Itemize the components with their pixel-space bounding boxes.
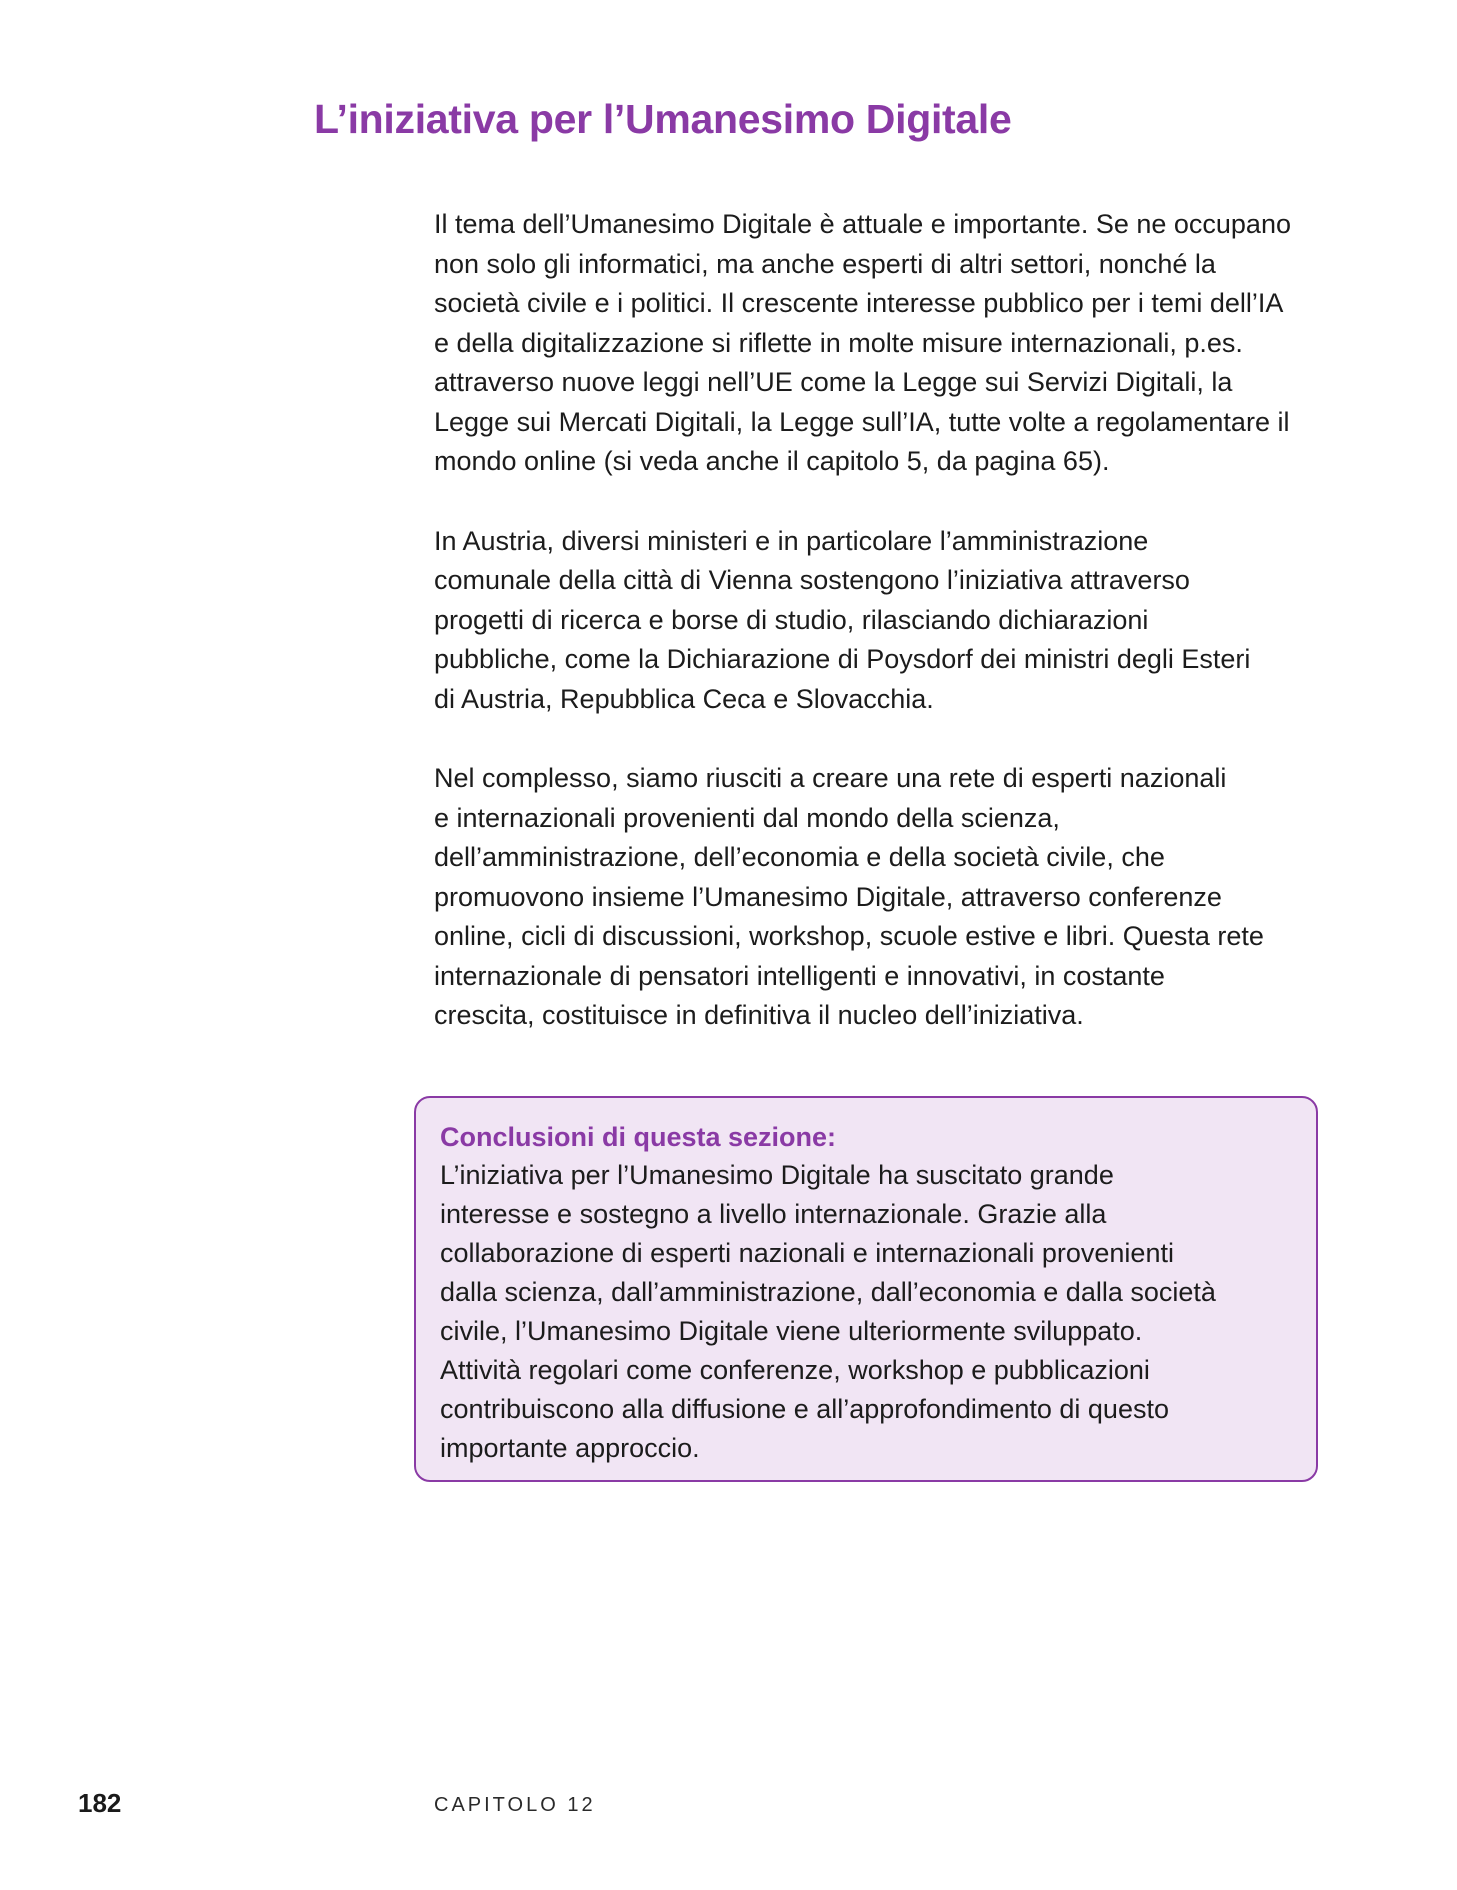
- paragraph-line: In Austria, diversi ministeri e in particolare l’amministrazione: [434, 525, 1149, 556]
- paragraph-line: pubbliche, come la Dichiarazione di Poysdorf dei ministri degli Esteri: [434, 644, 1251, 674]
- paragraph-line: internazionale di pensatori intelligenti e innovativi, in costante: [434, 960, 1165, 991]
- summary-line: contribuiscono alla diffusione e all’approfondimento di questo: [440, 1394, 1169, 1424]
- summary-title: Conclusioni di questa sezione:: [440, 1122, 837, 1152]
- page-number: 182: [78, 1788, 122, 1818]
- summary-line: dalla scienza, dall’amministrazione, dall’economia e dalla società: [440, 1277, 1216, 1307]
- paragraph-line: non solo gli informatici, ma anche esperti di altri settori, nonché la: [434, 248, 1216, 279]
- paragraph-line: mondo online (si veda anche il capitolo 5, da pagina 65).: [434, 446, 1110, 476]
- paragraph-line: dell’amministrazione, dell’economia e della società civile, che: [434, 842, 1165, 872]
- summary-line: L’iniziativa per l’Umanesimo Digitale ha suscitato grande: [440, 1160, 1114, 1190]
- paragraph-line: Legge sui Mercati Digitali, la Legge sull’IA, tutte volte a regolamentare il: [434, 406, 1290, 437]
- chapter-label: CAPITOLO 12: [434, 1794, 596, 1816]
- summary-line: collaborazione di esperti nazionali e internazionali provenienti: [440, 1238, 1174, 1268]
- paragraph-line: comunale della città di Vienna sostengono l’iniziativa attraverso: [434, 565, 1190, 595]
- paragraph-2: [434, 522, 1354, 720]
- paragraph-line: società civile e i politici. Il crescente interesse pubblico per i temi dell’IA: [434, 288, 1284, 318]
- summary-line: Attività regolari come conferenze, workshop e pubblicazioni: [440, 1355, 1150, 1385]
- summary-line: interesse e sostegno a livello internazionale. Grazie alla: [440, 1199, 1107, 1229]
- summary-text: [440, 1156, 1292, 1468]
- paragraph-line: e internazionali provenienti dal mondo della scienza,: [434, 802, 1060, 833]
- page-title: L’iniziativa per l’Umanesimo Digitale: [314, 96, 1012, 142]
- paragraph-line: Il tema dell’Umanesimo Digitale è attuale e importante. Se ne occupano: [434, 209, 1291, 239]
- paragraph-line: crescita, costituisce in definitiva il nucleo dell’iniziativa.: [434, 1000, 1084, 1030]
- paragraph-line: online, cicli di discussioni, workshop, scuole estive e libri. Questa rete: [434, 921, 1264, 951]
- paragraph-3: [434, 759, 1354, 1036]
- paragraph-line: Nel complesso, siamo riusciti a creare una rete di esperti nazionali: [434, 763, 1227, 793]
- body-text: [434, 205, 1354, 1076]
- section-summary-box: [414, 1096, 1318, 1482]
- summary-line: importante approccio.: [440, 1433, 700, 1463]
- paragraph-line: progetti di ricerca e borse di studio, rilasciando dichiarazioni: [434, 604, 1149, 635]
- paragraph-line: di Austria, Repubblica Ceca e Slovacchia.: [434, 683, 934, 714]
- paragraph-line: promuovono insieme l’Umanesimo Digitale, attraverso conferenze: [434, 881, 1222, 912]
- paragraph-line: attraverso nuove leggi nell’UE come la Legge sui Servizi Digitali, la: [434, 367, 1233, 397]
- summary-line: civile, l’Umanesimo Digitale viene ulteriormente sviluppato.: [440, 1316, 1143, 1346]
- paragraph-line: e della digitalizzazione si riflette in molte misure internazionali, p.es.: [434, 327, 1243, 358]
- paragraph-1: [434, 205, 1354, 482]
